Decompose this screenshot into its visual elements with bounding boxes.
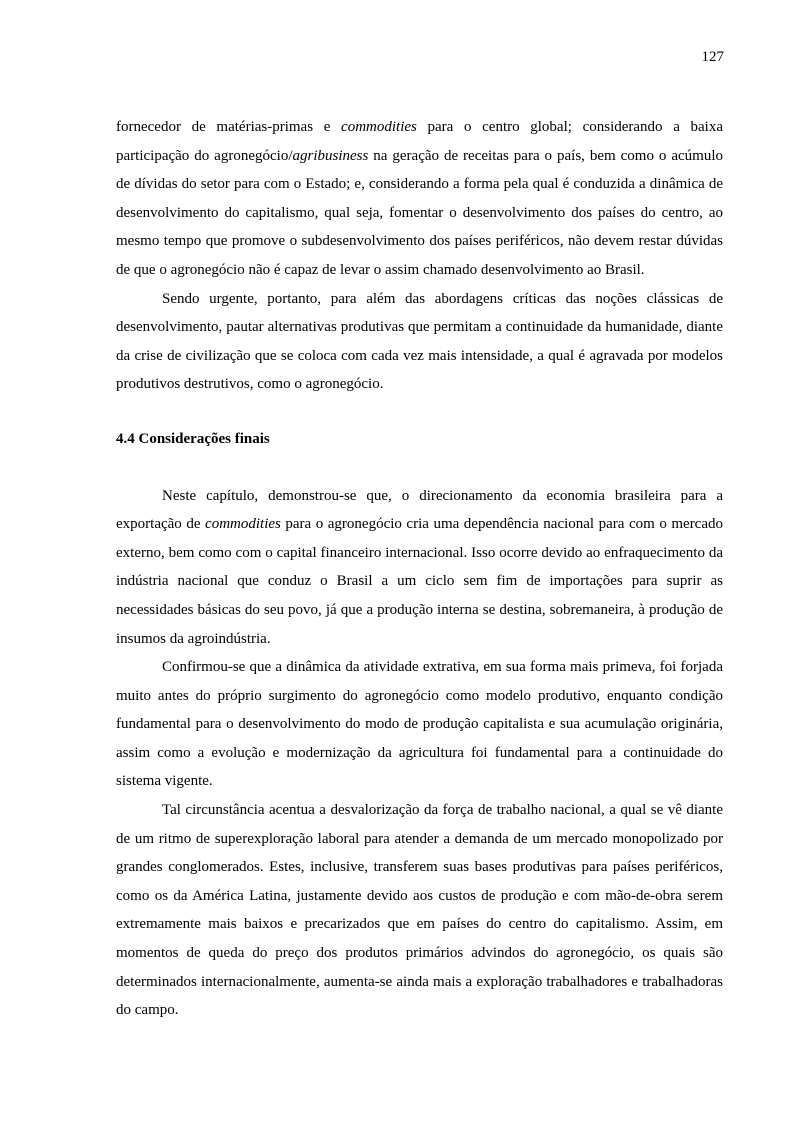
paragraph <box>116 653 723 796</box>
paragraph <box>116 285 723 399</box>
text-segment: Tal circunstância acentua a desvalorização da força de trabalho nacional, a qual se vê diante de um ritmo de superexploração laboral para atender a demanda de um mercado monopolizado por grandes conglomerados. Estes, inclusive, transferem suas bases produtivas para países periféricos, como os da América Latina, justamente devido aos custos de produção e com mão-de-obra serem extremamente mais baixos e precarizados que em países do centro do capitalismo. Assim, em momentos de queda do preço dos produtos primários advindos do agronegócio, os quais são determinados internacionalmente, aumenta-se ainda mais a exploração trabalhadores e trabalhadoras do campo. <box>116 802 723 1019</box>
page-number: 127 <box>701 49 724 65</box>
italic-term: commodities <box>341 119 417 135</box>
text-segment: Sendo urgente, portanto, para além das abordagens críticas das noções clássicas de desenvolvimento, pautar alternativas produtivas que permitam a continuidade da humanidade, diante da crise de civilização que se coloca com cada vez mais intensidade, a qual é agravada por modelos produtivos destrutivos, como o agronegócio. <box>116 290 723 393</box>
italic-term: agribusiness <box>292 147 369 164</box>
body-text-before-section <box>116 113 723 399</box>
page-content <box>116 113 723 1025</box>
text-segment: na geração de receitas para o país, bem como o acúmulo de dívidas do setor para com o Estado; e, considerando a forma pela qual é conduzida a dinâmica de desenvolvimento do capitalismo, qual seja, fomentar o desenvolvimento dos países do centro, ao mesmo tempo que promove o subdesenvolvimento dos países periféricos, não devem restar dúvidas de que o agronegócio não é capaz de levar o assim chamado desenvolvimento ao Brasil. <box>116 147 723 278</box>
section-body-text <box>116 482 723 1025</box>
text-segment: para o agronegócio cria uma dependência nacional para com o mercado externo, bem como com o capital financeiro internacional. Isso ocorre devido ao enfraquecimento da indústria nacional que conduz o Brasil a um ciclo sem fim de importações para suprir as necessidades básicas do seu povo, já que a produção interna se destina, sobremaneira, à produção de insumos da agroindústria. <box>116 516 724 647</box>
text-segment: fornecedor de matérias-primas e <box>116 119 342 135</box>
text-segment: Neste capítulo, demonstrou-se que, o direcionamento da economia brasileira para a exportação de <box>116 487 723 533</box>
text-segment: para o centro global; considerando a baixa participação do agronegócio/ <box>116 119 724 164</box>
section-heading: 4.4 Considerações finais <box>116 430 270 447</box>
paragraph <box>116 796 723 1025</box>
text-segment: Confirmou-se que a dinâmica da atividade extrativa, em sua forma mais primeva, foi forjada muito antes do próprio surgimento do agronegócio como modelo produtivo, enquanto condição fundamental para o desenvolvimento do modo de produção capitalista e sua acumulação originária, assim como a evolução e modernização da agricultura foi fundamental para a continuidade do sistema vigente. <box>116 659 723 790</box>
paragraph <box>116 482 723 654</box>
paragraph <box>116 113 723 285</box>
italic-term: commodities <box>205 516 281 533</box>
